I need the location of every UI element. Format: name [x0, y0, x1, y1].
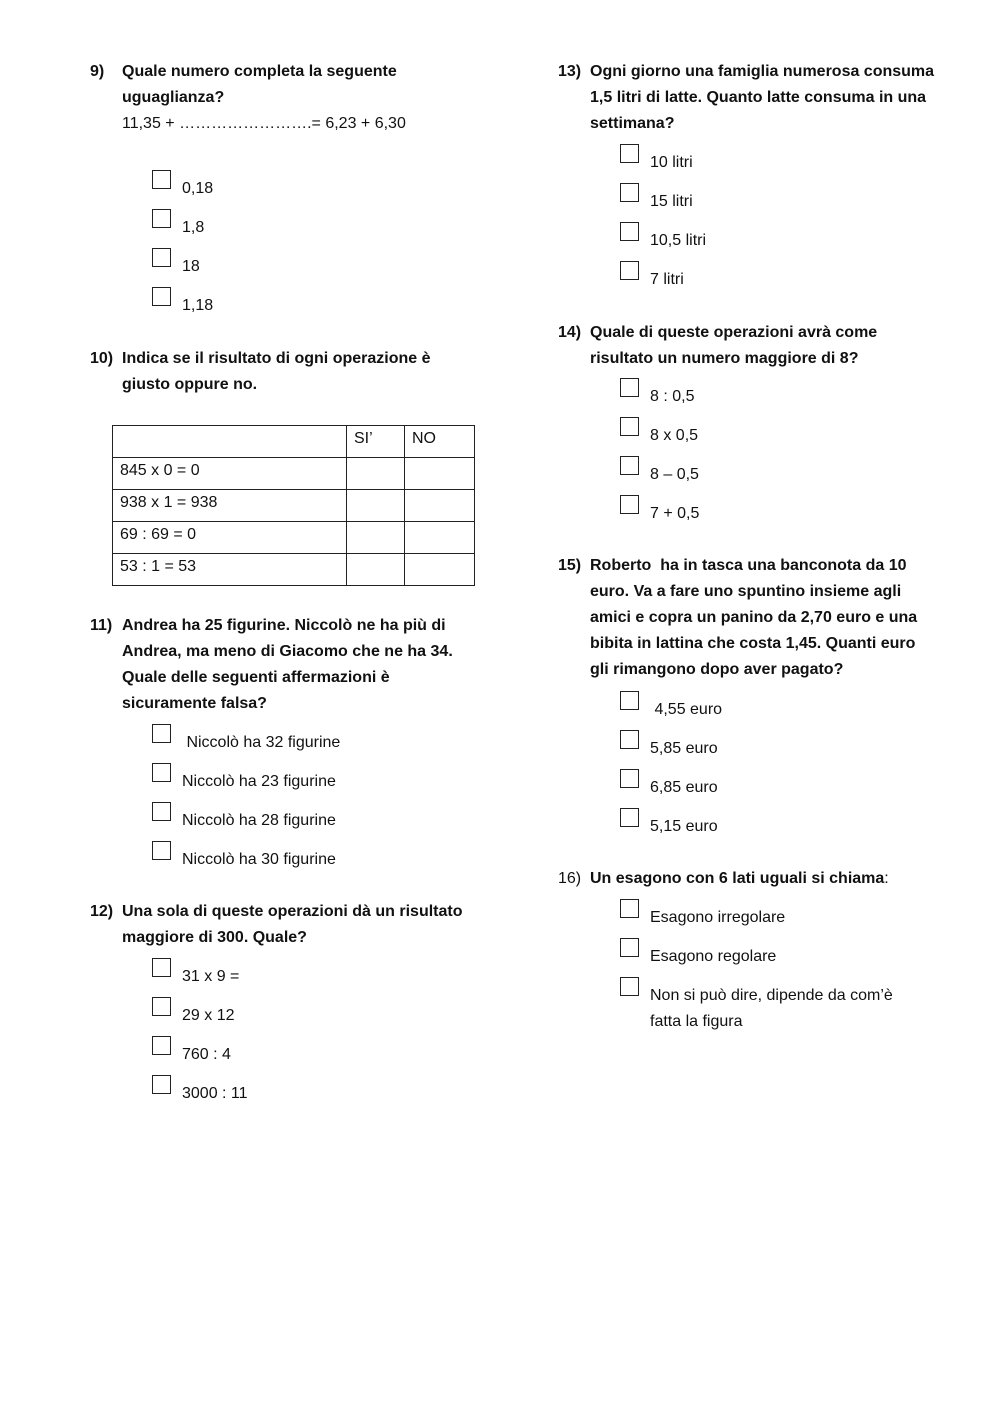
option-label: Niccolò ha 32 figurine: [182, 734, 341, 751]
checkbox[interactable]: [152, 997, 171, 1016]
question-text: Una sola di queste operazioni dà un risultato maggiore di 300. Quale?: [122, 903, 463, 946]
question-13: [558, 59, 978, 137]
option-label: 10 litri: [650, 154, 693, 171]
checkbox[interactable]: [620, 222, 639, 241]
question-11: [90, 613, 510, 717]
question-number: 15): [558, 557, 582, 574]
checkbox[interactable]: [620, 378, 639, 397]
option-label: Esagono irregolare: [650, 909, 786, 926]
table-cell-operation: 938 x 1 = 938: [113, 490, 347, 522]
option-label: 1,8: [182, 219, 205, 236]
question-16: [558, 866, 978, 892]
question-text-bold: Un esagono con 6 lati uguali si chiama: [590, 870, 885, 887]
table-header-no: NO: [405, 426, 475, 458]
checkbox[interactable]: [152, 802, 171, 821]
table-row: [113, 522, 475, 554]
question-text: Quale numero completa la seguente uguaglianza?: [122, 63, 397, 106]
option-label: 0,18: [182, 180, 214, 197]
option-label: Esagono regolare: [650, 948, 777, 965]
option-label: 6,85 euro: [650, 779, 718, 796]
option-label: 5,85 euro: [650, 740, 718, 757]
option-label: 8 – 0,5: [650, 466, 699, 483]
checkbox[interactable]: [152, 763, 171, 782]
question-14: [558, 320, 978, 372]
question-number: 11): [90, 617, 113, 634]
option-label: 8 : 0,5: [650, 388, 695, 405]
question-number: 12): [90, 903, 114, 920]
option-label: 31 x 9 =: [182, 968, 240, 985]
table-cell-no[interactable]: [405, 522, 475, 554]
checkbox[interactable]: [620, 691, 639, 710]
question-text: [590, 866, 950, 892]
table-cell-no[interactable]: [405, 554, 475, 586]
checkbox[interactable]: [620, 808, 639, 827]
table-row: [113, 554, 475, 586]
table-row: [113, 490, 475, 522]
table-cell-si[interactable]: [347, 458, 405, 490]
checkbox[interactable]: [152, 287, 171, 306]
question-10: [90, 346, 510, 398]
question-15: [558, 553, 978, 683]
question-suffix: :: [884, 870, 889, 887]
checkbox[interactable]: [620, 769, 639, 788]
option-label: Niccolò ha 30 figurine: [182, 851, 336, 868]
checkbox[interactable]: [152, 1036, 171, 1055]
option-label: 15 litri: [650, 193, 693, 210]
checkbox[interactable]: [152, 724, 171, 743]
checkbox[interactable]: [620, 899, 639, 918]
question-text: Roberto ha in tasca una banconota da 10 euro. Va a fare uno spuntino insieme agli amici e copra un panino da 2,70 euro e una bibita in lattina che costa 1,45. Quanti euro gli rimangono dopo aver pagato?: [590, 557, 922, 678]
option-label: 3000 : 11: [182, 1085, 248, 1102]
checkbox[interactable]: [620, 977, 639, 996]
option-label: 5,15 euro: [650, 818, 718, 835]
option-label: 760 : 4: [182, 1046, 231, 1063]
option-q16-3[interactable]: [620, 983, 910, 1035]
question-12: [90, 899, 510, 951]
table-cell-operation: 845 x 0 = 0: [113, 458, 347, 490]
option-label: 10,5 litri: [650, 232, 707, 249]
question-text: Andrea ha 25 figurine. Niccolò ne ha più di Andrea, ma meno di Giacomo che ne ha 34. Quale delle seguenti affermazioni è sicuramente falsa?: [122, 617, 453, 712]
table-cell-si[interactable]: [347, 490, 405, 522]
checkbox[interactable]: [152, 958, 171, 977]
checkbox[interactable]: [152, 209, 171, 228]
option-label: 4,55 euro: [650, 701, 723, 718]
option-label: 7 + 0,5: [650, 505, 700, 522]
option-label: 1,18: [182, 297, 214, 314]
answer-table: [112, 425, 475, 586]
table-cell-operation: 53 : 1 = 53: [113, 554, 347, 586]
checkbox[interactable]: [620, 730, 639, 749]
option-label: 8 x 0,5: [650, 427, 699, 444]
equation: 11,35 + …………………….= 6,23 + 6,30: [122, 115, 406, 132]
question-number: 14): [558, 324, 582, 341]
question-number: 16): [558, 870, 582, 887]
checkbox[interactable]: [620, 417, 639, 436]
checkbox[interactable]: [620, 938, 639, 957]
question-text: Quale di queste operazioni avrà come risultato un numero maggiore di 8?: [590, 324, 878, 367]
option-label: 18: [182, 258, 200, 275]
table-cell-no[interactable]: [405, 458, 475, 490]
question-number: 10): [90, 350, 114, 367]
option-label: Niccolò ha 28 figurine: [182, 812, 336, 829]
table-header-si: SI’: [347, 426, 405, 458]
checkbox[interactable]: [152, 170, 171, 189]
table-cell-no[interactable]: [405, 490, 475, 522]
table-header: [113, 426, 347, 458]
option-label: Niccolò ha 23 figurine: [182, 773, 336, 790]
question-text: Ogni giorno una famiglia numerosa consuma 1,5 litri di latte. Quanto latte consuma in una settimana?: [590, 63, 935, 132]
question-number: 13): [558, 63, 582, 80]
option-label: 29 x 12: [182, 1007, 235, 1024]
table-cell-si[interactable]: [347, 522, 405, 554]
table-row: [113, 458, 475, 490]
checkbox[interactable]: [620, 144, 639, 163]
table-cell-si[interactable]: [347, 554, 405, 586]
question-text: Indica se il risultato di ogni operazione è giusto oppure no.: [122, 350, 431, 393]
checkbox[interactable]: [620, 183, 639, 202]
question-number: 9): [90, 63, 105, 80]
option-label: Non si può dire, dipende da com’è fatta la figura: [650, 987, 893, 1030]
checkbox[interactable]: [620, 261, 639, 280]
checkbox[interactable]: [152, 248, 171, 267]
table-header-row: [113, 426, 475, 458]
checkbox[interactable]: [152, 841, 171, 860]
checkbox[interactable]: [152, 1075, 171, 1094]
checkbox[interactable]: [620, 495, 639, 514]
option-label: 7 litri: [650, 271, 684, 288]
checkbox[interactable]: [620, 456, 639, 475]
question-9: [90, 59, 510, 137]
table-cell-operation: 69 : 69 = 0: [113, 522, 347, 554]
